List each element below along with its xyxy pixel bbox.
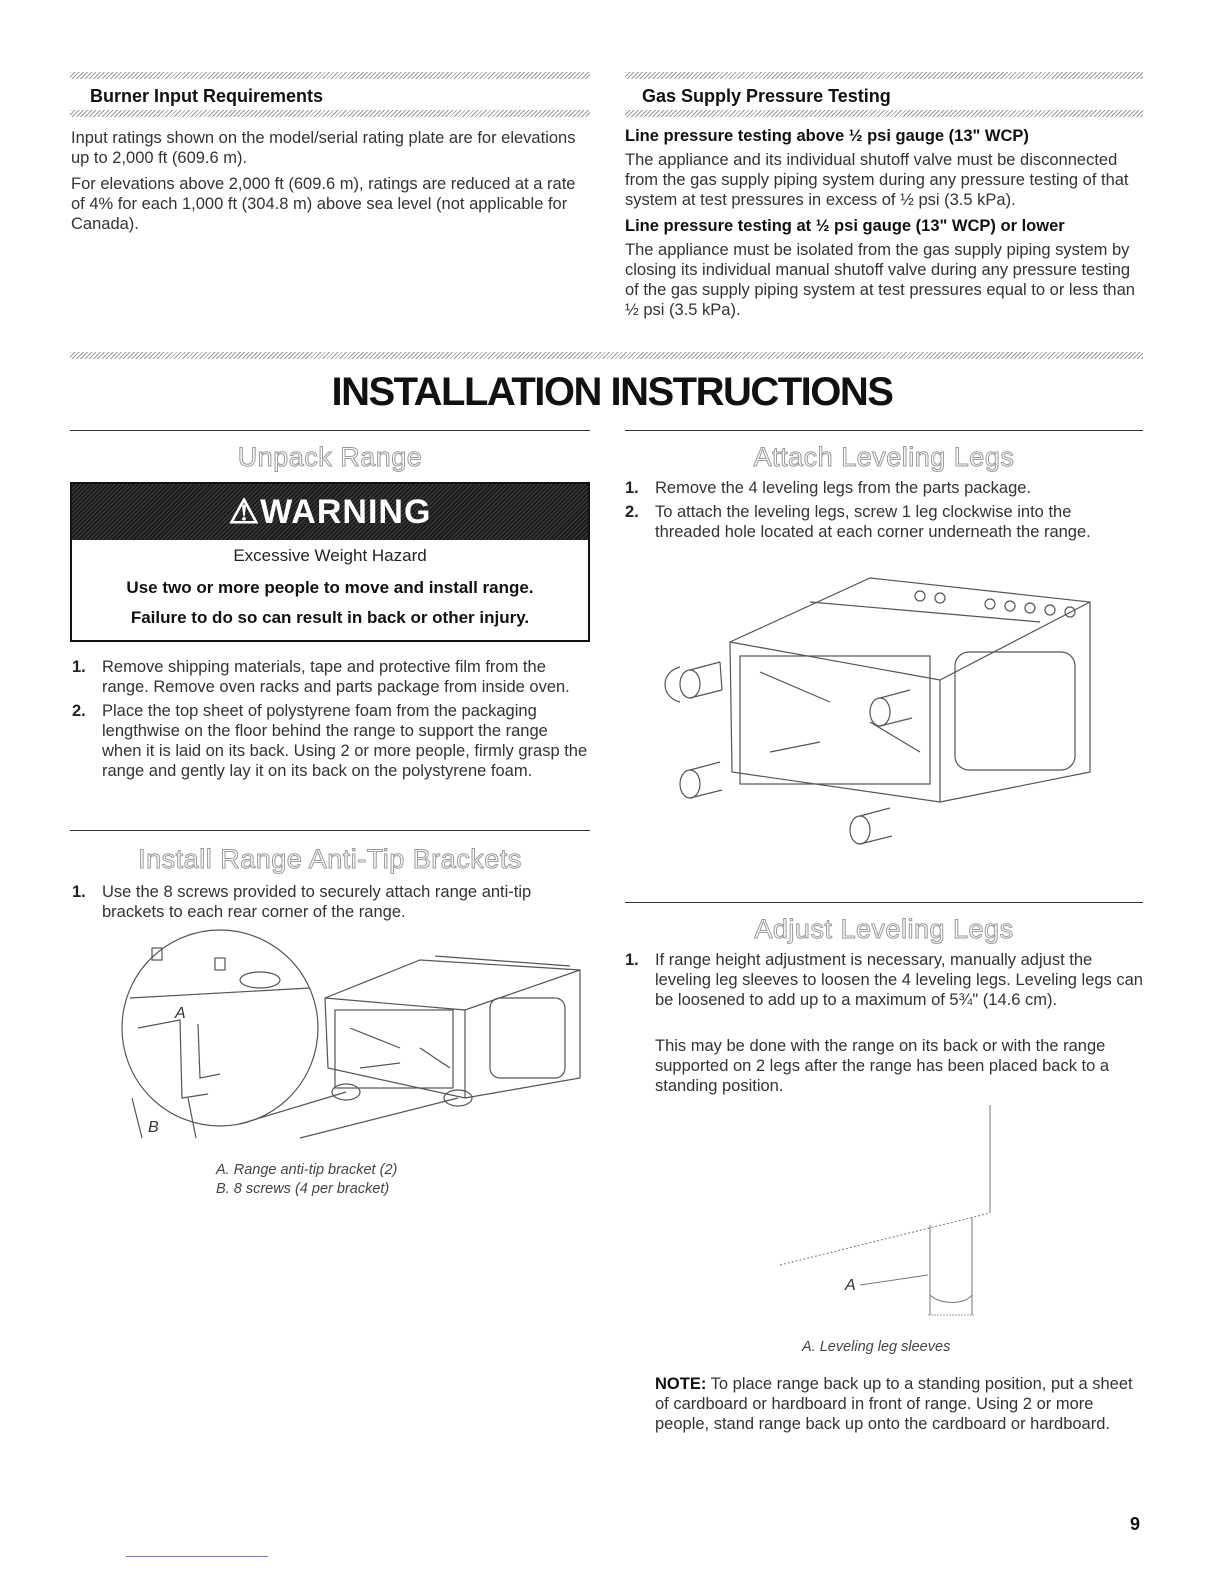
gas-heading: Gas Supply Pressure Testing	[642, 86, 891, 106]
leg-sleeve	[930, 1295, 972, 1303]
attach-title: Attach Leveling Legs	[753, 442, 1015, 472]
leg-3	[680, 762, 722, 798]
gas-p1: The appliance and its individual shutoff valve must be disconnected from the gas supply piping system during any pressure testing of that system at test pressures in excess of ½ psi (3.5 kPa).	[625, 151, 1129, 209]
adjust-para: This may be done with the range on its back or with the range supported on 2 legs after the range has been placed back to a standing position.	[655, 1037, 1110, 1095]
warning-line1: Use two or more people to move and install range.	[126, 578, 534, 597]
fig-label-b: B	[148, 1119, 159, 1136]
leg-2	[870, 690, 912, 726]
cooktop-edge	[435, 956, 570, 966]
hole-oval	[240, 972, 280, 988]
door-lines	[760, 672, 920, 752]
adjust-steps	[625, 950, 1143, 1014]
burner-heading: Burner Input Requirements	[90, 86, 324, 106]
right-rule-1	[625, 430, 1143, 431]
rotation-arrow	[665, 667, 680, 702]
top-left-hatch	[70, 72, 590, 79]
page-title: INSTALLATION INSTRUCTIONS	[331, 370, 893, 414]
gas-text	[625, 126, 1140, 320]
leader-lines	[240, 1092, 458, 1138]
side-panel	[490, 998, 565, 1078]
left-rule-2	[70, 830, 590, 831]
unpack-title: Unpack Range	[237, 442, 423, 472]
list-item: 2. Place the top sheet of polystyrene foam from the packaging lengthwise on the floor behind the range to support the range when it is laid on its back. Using 2 or more people, firmly grasp the range and gently lay it on its back on the polystyrene foam.	[72, 702, 588, 780]
screw-top-2	[215, 958, 225, 970]
list-item: 1. Use the 8 screws provided to securely attach range anti-tip brackets to each rear corner of the range.	[72, 883, 532, 921]
caption-a: A. Range anti-tip bracket (2)	[216, 1162, 398, 1178]
range-top-edge	[730, 602, 1090, 680]
burner-p2: For elevations above 2,000 ft (609.6 m), ratings are reduced at a rate of 4% for each 1,000 ft (304.8 m) above sea level (not applicable for Canada).	[71, 175, 576, 233]
screws-bottom	[132, 1098, 196, 1138]
burner-text	[71, 128, 586, 240]
list-item: 1. If range height adjustment is necessary, manually adjust the leveling leg sleeves to loosen the 4 leveling legs. Leveling legs can be loosened to add up to a maximum of 5¾" (14.6 cm).	[625, 951, 1143, 1009]
list-item: 2. To attach the leveling legs, screw 1 leg clockwise into the threaded hole located at each corner underneath the range.	[625, 503, 1091, 541]
list-item: 1. Remove the 4 leveling legs from the parts package.	[625, 479, 1032, 497]
bracket-line	[198, 1024, 220, 1078]
note-label: NOTE:	[655, 1375, 707, 1393]
gas-p2: The appliance must be isolated from the gas supply piping system by closing its individual manual shutoff valve during any pressure testing of the gas supply piping system at test pressures equal to or less than ½ psi (3.5 kPa).	[625, 241, 1135, 319]
leg-1	[680, 662, 722, 698]
sleeve-leader	[860, 1275, 928, 1285]
adjust-note	[655, 1374, 1143, 1434]
list-item: 1. Remove shipping materials, tape and protective film from the range. Remove oven racks and parts package from inside oven.	[72, 658, 570, 696]
page-number: 9	[1130, 1514, 1141, 1534]
adjust-title: Adjust Leveling Legs	[754, 914, 1014, 944]
wall-edge	[130, 988, 310, 998]
gas-sub2: Line pressure testing at ½ psi gauge (13" WCP) or lower	[625, 217, 1065, 235]
leveling-legs-figure	[660, 572, 1110, 862]
warning-hazard: Excessive Weight Hazard	[233, 546, 427, 565]
leg-sleeve-figure	[760, 1105, 1020, 1330]
burner-p1: Input ratings shown on the model/serial rating plate are for elevations up to 2,000 ft (609.6 m).	[71, 129, 576, 167]
unpack-steps	[72, 657, 590, 785]
bracket-left	[138, 1020, 208, 1098]
attach-steps	[625, 478, 1140, 546]
oven-door	[335, 1010, 453, 1088]
left-rule-1	[70, 430, 590, 431]
warning-line2: Failure to do so can result in back or other injury.	[130, 608, 530, 627]
fig-label-a: A	[175, 1005, 186, 1022]
burner-heading-underline	[70, 110, 590, 117]
top-right-hatch	[625, 72, 1143, 79]
bottom-link-line	[126, 1556, 268, 1557]
right-rule-2	[625, 902, 1143, 903]
antitip-steps	[72, 882, 590, 926]
note-text: To place range back up to a standing position, put a sheet of cardboard or hardboard in front of range. Using 2 or more people, stand range back up onto the cardboard or hardboard.	[655, 1375, 1133, 1433]
range-bottom-edge	[780, 1213, 990, 1265]
warning-box	[70, 482, 590, 642]
antitip-figure	[70, 928, 590, 1158]
antitip-captions	[216, 1161, 397, 1199]
warning-label: WARNING	[260, 493, 432, 531]
warning-icon: ⚠	[228, 493, 261, 531]
door-lines	[350, 1028, 450, 1068]
caption-b: B. 8 screws (4 per bracket)	[216, 1181, 390, 1197]
gas-sub1: Line pressure testing above ½ psi gauge (13" WCP)	[625, 127, 1029, 145]
magnify-circle	[122, 930, 318, 1126]
warning-banner	[72, 484, 588, 540]
fig-label-sleeve: A	[845, 1277, 856, 1294]
gas-heading-underline	[625, 110, 1143, 117]
range-top-edge	[325, 970, 580, 1010]
adjust-caption: A. Leveling leg sleeves	[802, 1339, 951, 1355]
leg-4	[850, 808, 892, 844]
full-width-hatch	[70, 352, 1143, 359]
side-panel	[955, 652, 1075, 770]
antitip-title: Install Range Anti-Tip Brackets	[138, 844, 522, 874]
